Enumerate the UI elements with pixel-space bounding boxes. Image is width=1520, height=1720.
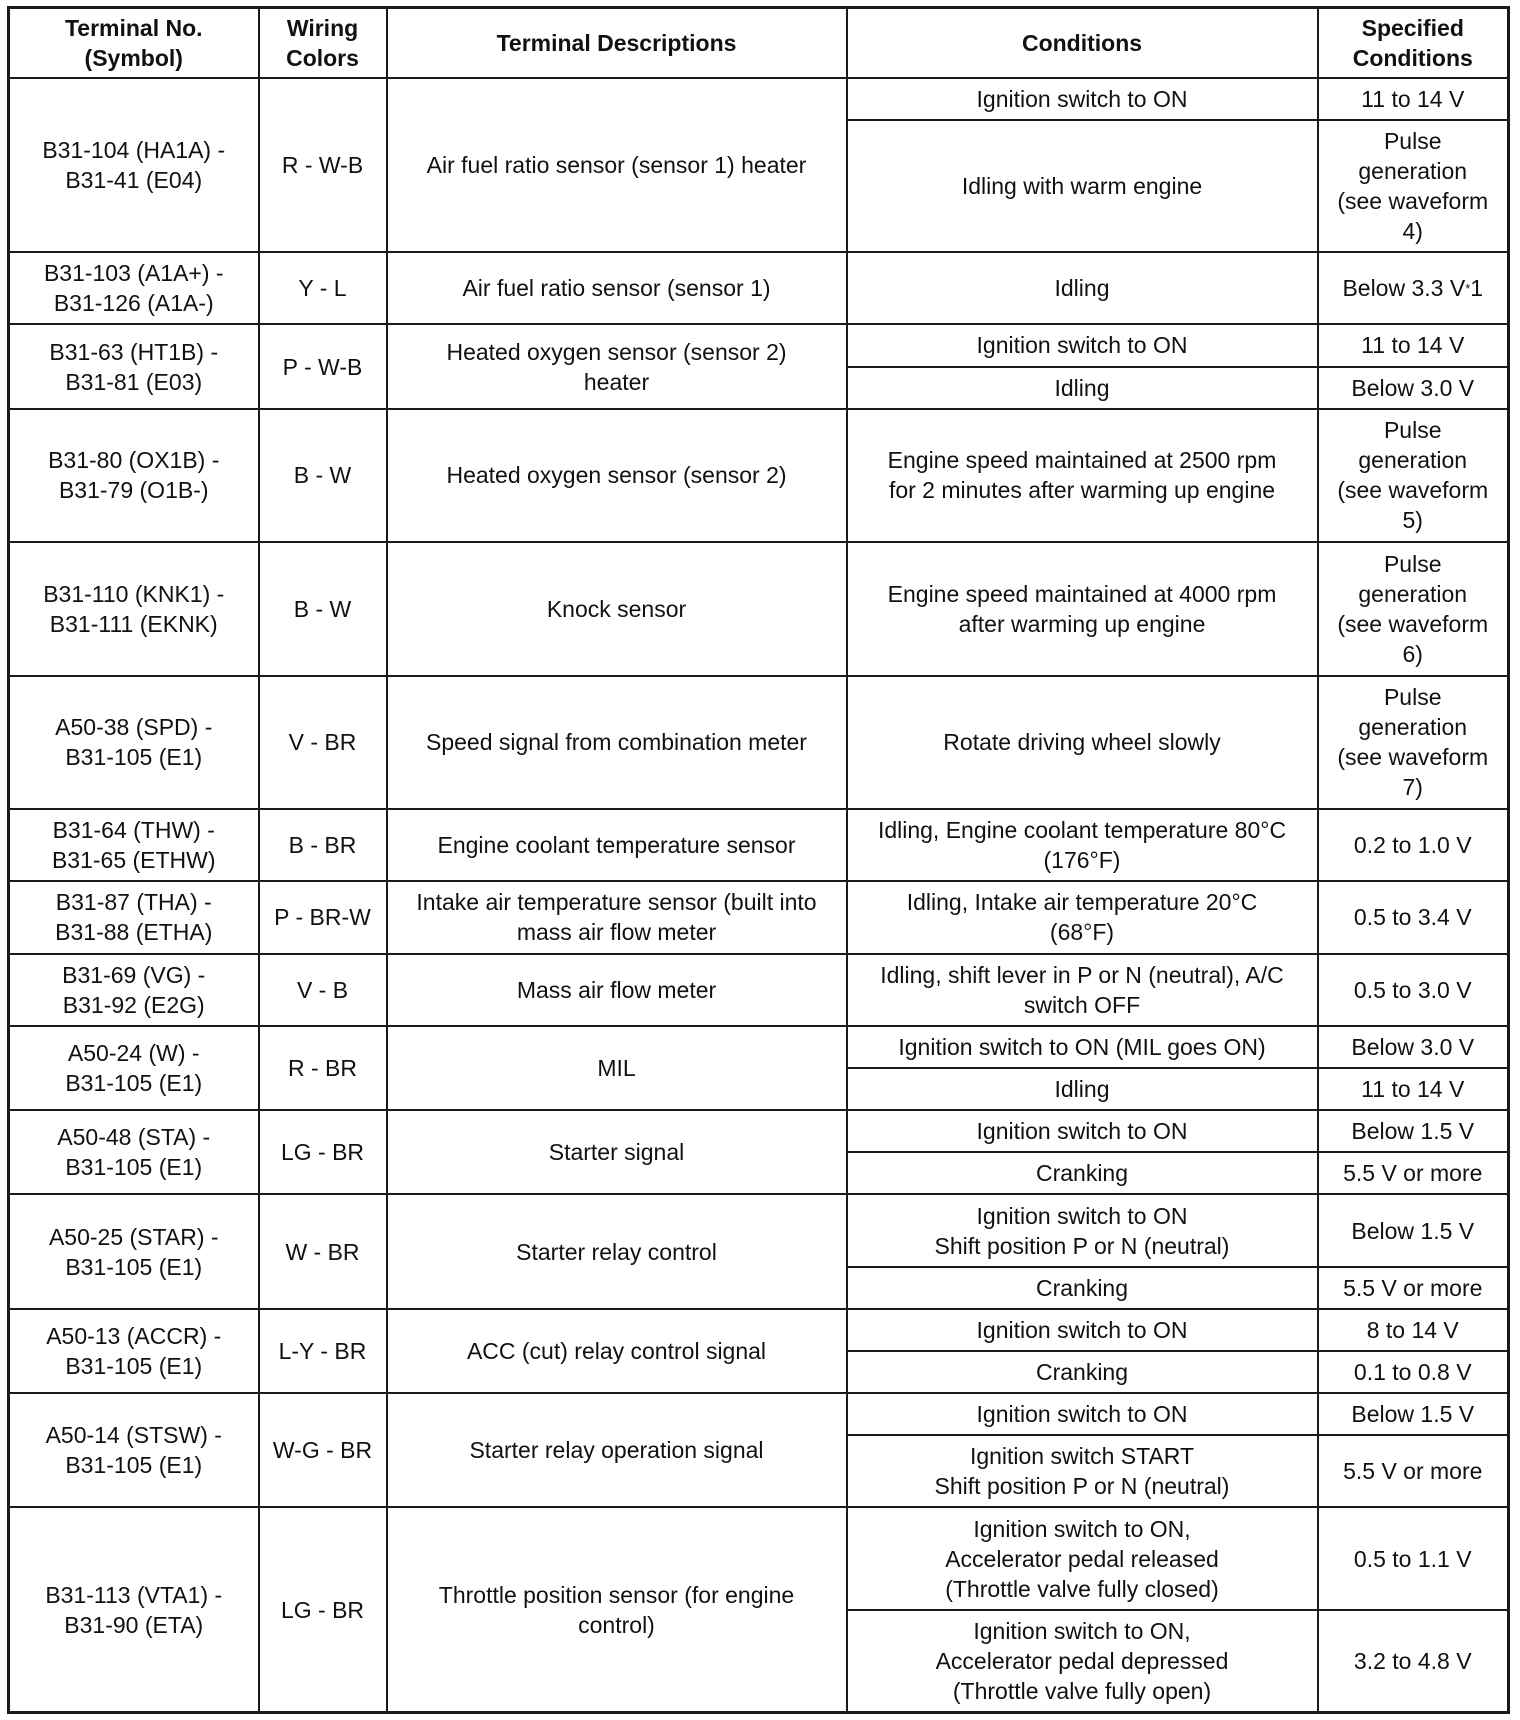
specified-cell: 0.5 to 3.0 V xyxy=(1318,954,1509,1026)
header-conditions: Conditions xyxy=(847,8,1318,78)
specified-cell: Below 3.0 V xyxy=(1318,1026,1509,1068)
wiring-cell: P - W-B xyxy=(259,324,387,408)
specified-value: Below 3.3 V xyxy=(1342,275,1466,302)
terminal-cell: B31-113 (VTA1) - B31-90 (ETA) xyxy=(9,1507,259,1712)
specified-cell: 5.5 V or more xyxy=(1318,1435,1509,1507)
condition-cell: Ignition switch to ON xyxy=(847,1309,1318,1351)
description-cell: Knock sensor xyxy=(387,542,847,675)
condition-cell: Idling xyxy=(847,1068,1318,1110)
table-row xyxy=(9,954,1509,1026)
wiring-cell: B - W xyxy=(259,542,387,675)
terminal-cell: A50-48 (STA) - B31-105 (E1) xyxy=(9,1110,259,1194)
terminal-cell: B31-80 (OX1B) - B31-79 (O1B-) xyxy=(9,409,259,542)
table-row xyxy=(9,1309,1509,1351)
condition-cell: Ignition switch to ON xyxy=(847,1393,1318,1435)
condition-cell: Engine speed maintained at 2500 rpm for 2 minutes after warming up engine xyxy=(847,409,1318,542)
terminal-cell: B31-87 (THA) - B31-88 (ETHA) xyxy=(9,881,259,953)
terminal-cell: A50-38 (SPD) - B31-105 (E1) xyxy=(9,676,259,809)
description-cell: Heated oxygen sensor (sensor 2) xyxy=(387,409,847,542)
condition-cell: Cranking xyxy=(847,1267,1318,1309)
condition-cell: Ignition switch to ON, Accelerator pedal released (Throttle valve fully closed) xyxy=(847,1507,1318,1609)
header-terminal-descriptions: Terminal Descriptions xyxy=(387,8,847,78)
header-specified-conditions: Specified Conditions xyxy=(1318,8,1509,78)
condition-cell: Ignition switch START Shift position P or N (neutral) xyxy=(847,1435,1318,1507)
specified-cell: Below 1.5 V xyxy=(1318,1393,1509,1435)
condition-cell: Ignition switch to ON xyxy=(847,78,1318,120)
wiring-cell: W - BR xyxy=(259,1194,387,1308)
condition-cell: Ignition switch to ON xyxy=(847,324,1318,366)
table-row xyxy=(9,676,1509,809)
specified-cell: Pulse generation (see waveform 5) xyxy=(1318,409,1509,542)
condition-cell: Ignition switch to ON (MIL goes ON) xyxy=(847,1026,1318,1068)
terminal-cell: A50-24 (W) - B31-105 (E1) xyxy=(9,1026,259,1110)
wiring-cell: W-G - BR xyxy=(259,1393,387,1507)
condition-cell: Idling xyxy=(847,367,1318,409)
description-cell: Speed signal from combination meter xyxy=(387,676,847,809)
specified-cell: 11 to 14 V xyxy=(1318,78,1509,120)
terminal-cell: B31-104 (HA1A) - B31-41 (E04) xyxy=(9,78,259,253)
footnote-number: 1 xyxy=(1470,275,1484,302)
terminal-cell: B31-110 (KNK1) - B31-111 (EKNK) xyxy=(9,542,259,675)
wiring-cell: LG - BR xyxy=(259,1110,387,1194)
terminal-cell: A50-25 (STAR) - B31-105 (E1) xyxy=(9,1194,259,1308)
condition-cell: Cranking xyxy=(847,1152,1318,1194)
description-cell: Starter relay operation signal xyxy=(387,1393,847,1507)
wiring-cell: B - BR xyxy=(259,809,387,881)
specified-cell: 11 to 14 V xyxy=(1318,324,1509,366)
specified-cell: Below 3.0 V xyxy=(1318,367,1509,409)
wiring-cell: V - B xyxy=(259,954,387,1026)
description-cell: Throttle position sensor (for engine control) xyxy=(387,1507,847,1712)
description-cell: Heated oxygen sensor (sensor 2) heater xyxy=(387,324,847,408)
table-row xyxy=(9,1110,1509,1152)
specified-cell: 0.1 to 0.8 V xyxy=(1318,1351,1509,1393)
description-cell: Air fuel ratio sensor (sensor 1) heater xyxy=(387,78,847,253)
footnote-mark: * xyxy=(1465,281,1471,297)
table-row xyxy=(9,1194,1509,1266)
condition-cell: Idling, shift lever in P or N (neutral), A/C switch OFF xyxy=(847,954,1318,1026)
description-cell: MIL xyxy=(387,1026,847,1110)
description-cell: Starter relay control xyxy=(387,1194,847,1308)
condition-cell: Ignition switch to ON xyxy=(847,1110,1318,1152)
header-terminal: Terminal No. (Symbol) xyxy=(9,8,259,78)
wiring-cell: B - W xyxy=(259,409,387,542)
specified-cell: 3.2 to 4.8 V xyxy=(1318,1610,1509,1713)
condition-cell: Idling xyxy=(847,252,1318,324)
condition-cell: Idling, Intake air temperature 20°C (68°F) xyxy=(847,881,1318,953)
description-cell: Starter signal xyxy=(387,1110,847,1194)
specified-cell: Below 1.5 V xyxy=(1318,1194,1509,1266)
specified-cell xyxy=(1318,252,1509,324)
wiring-cell: LG - BR xyxy=(259,1507,387,1712)
description-cell: Engine coolant temperature sensor xyxy=(387,809,847,881)
table-row xyxy=(9,252,1509,324)
condition-cell: Rotate driving wheel slowly xyxy=(847,676,1318,809)
wiring-cell: P - BR-W xyxy=(259,881,387,953)
specified-cell: 0.2 to 1.0 V xyxy=(1318,809,1509,881)
condition-cell: Idling with warm engine xyxy=(847,120,1318,252)
specified-cell: 5.5 V or more xyxy=(1318,1152,1509,1194)
wiring-cell: V - BR xyxy=(259,676,387,809)
table-row xyxy=(9,1393,1509,1435)
specified-cell: Below 1.5 V xyxy=(1318,1110,1509,1152)
condition-cell: Ignition switch to ON, Accelerator pedal depressed (Throttle valve fully open) xyxy=(847,1610,1318,1713)
terminal-cell: B31-103 (A1A+) - B31-126 (A1A-) xyxy=(9,252,259,324)
description-cell: ACC (cut) relay control signal xyxy=(387,1309,847,1393)
terminal-cell: B31-69 (VG) - B31-92 (E2G) xyxy=(9,954,259,1026)
terminal-cell: B31-63 (HT1B) - B31-81 (E03) xyxy=(9,324,259,408)
specified-cell: 11 to 14 V xyxy=(1318,1068,1509,1110)
terminal-table xyxy=(7,6,1510,1714)
specified-cell: Pulse generation (see waveform 6) xyxy=(1318,542,1509,675)
description-cell: Air fuel ratio sensor (sensor 1) xyxy=(387,252,847,324)
header-wiring-colors: Wiring Colors xyxy=(259,8,387,78)
terminal-cell: A50-14 (STSW) - B31-105 (E1) xyxy=(9,1393,259,1507)
condition-cell: Engine speed maintained at 4000 rpm after warming up engine xyxy=(847,542,1318,675)
table-row xyxy=(9,881,1509,953)
table-row xyxy=(9,1507,1509,1609)
table-row xyxy=(9,542,1509,675)
table-row xyxy=(9,78,1509,120)
terminal-cell: A50-13 (ACCR) - B31-105 (E1) xyxy=(9,1309,259,1393)
header-row xyxy=(9,8,1509,78)
description-cell: Intake air temperature sensor (built into mass air flow meter xyxy=(387,881,847,953)
condition-cell: Ignition switch to ON Shift position P or N (neutral) xyxy=(847,1194,1318,1266)
specified-cell: Pulse generation (see waveform 7) xyxy=(1318,676,1509,809)
specified-cell: 0.5 to 1.1 V xyxy=(1318,1507,1509,1609)
wiring-cell: R - W-B xyxy=(259,78,387,253)
specified-cell: Pulse generation (see waveform 4) xyxy=(1318,120,1509,252)
specified-cell: 0.5 to 3.4 V xyxy=(1318,881,1509,953)
wiring-cell: Y - L xyxy=(259,252,387,324)
wiring-cell: L-Y - BR xyxy=(259,1309,387,1393)
specified-cell: 8 to 14 V xyxy=(1318,1309,1509,1351)
table-row xyxy=(9,324,1509,366)
specified-cell: 5.5 V or more xyxy=(1318,1267,1509,1309)
terminal-cell: B31-64 (THW) - B31-65 (ETHW) xyxy=(9,809,259,881)
description-cell: Mass air flow meter xyxy=(387,954,847,1026)
table-row xyxy=(9,409,1509,542)
table-row xyxy=(9,809,1509,881)
table-row xyxy=(9,1026,1509,1068)
wiring-cell: R - BR xyxy=(259,1026,387,1110)
condition-cell: Cranking xyxy=(847,1351,1318,1393)
condition-cell: Idling, Engine coolant temperature 80°C (176°F) xyxy=(847,809,1318,881)
